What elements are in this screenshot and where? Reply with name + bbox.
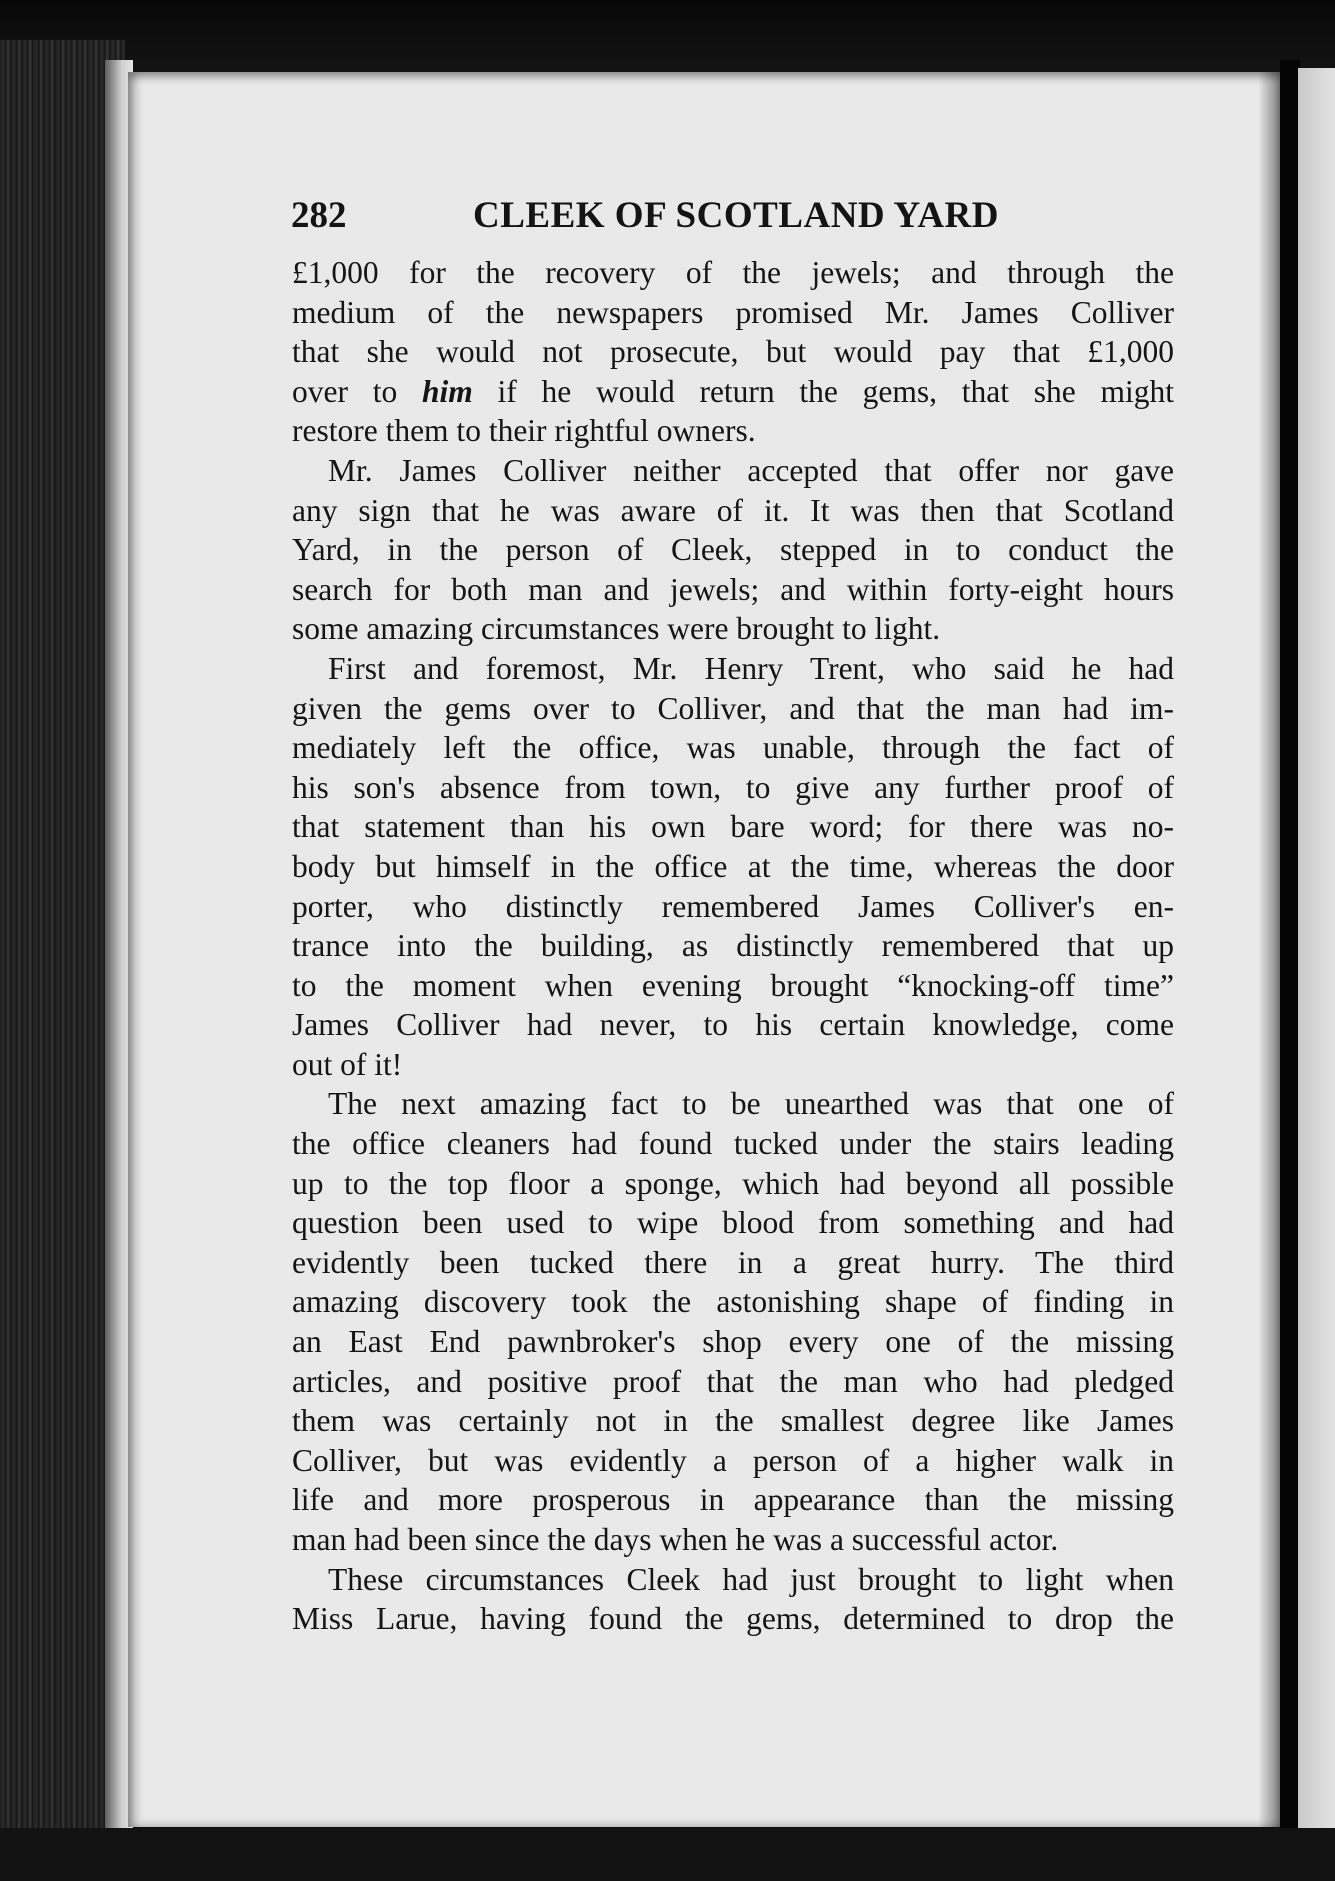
text-line: James Colliver had never, to his certain knowledge, come <box>292 1007 1174 1043</box>
text-line: These circumstances Cleek had just brought to light when <box>328 1561 1174 1597</box>
page-curl-shadow <box>1258 72 1280 1827</box>
facing-page-edge <box>1298 68 1335 1838</box>
paragraph <box>292 451 1174 649</box>
text-line: trance into the building, as distinctly remembered that up <box>292 928 1174 964</box>
text-line: them was certainly not in the smallest degree like James <box>292 1403 1174 1439</box>
text-line: that she would not prosecute, but would pay that £1,000 <box>292 334 1174 370</box>
text-line: question been used to wipe blood from something and had <box>292 1205 1174 1241</box>
scan-top-border <box>0 0 1335 80</box>
text-line: man had been since the days when he was a successful actor. <box>292 1522 1059 1557</box>
text-line: The next amazing fact to be unearthed was that one of <box>328 1086 1174 1122</box>
paragraph <box>292 1084 1174 1559</box>
text-line: some amazing circumstances were brought to light. <box>292 611 941 647</box>
text-line: First and foremost, Mr. Henry Trent, who said he had <box>328 650 1174 686</box>
text-line: search for both man and jewels; and within forty-eight hours <box>292 571 1174 607</box>
text-line: mediately left the office, was unable, through the fact of <box>292 730 1174 766</box>
paragraph <box>292 1560 1174 1639</box>
running-title: CLEEK OF SCOTLAND YARD <box>473 195 1000 236</box>
text-line: articles, and positive proof that the man who had pledged <box>292 1363 1174 1399</box>
text-line: his son's absence from town, to give any further proof of <box>292 769 1174 805</box>
text-line: any sign that he was aware of it. It was then that Scotland <box>292 492 1174 528</box>
text-line: evidently been tucked there in a great hurry. The third <box>292 1244 1174 1280</box>
text-line: out of it! <box>292 1046 403 1082</box>
emphasized-word: him <box>421 373 473 409</box>
text-line: porter, who distinctly remembered James Colliver's en- <box>292 888 1174 924</box>
text-line: Yard, in the person of Cleek, stepped in to conduct the <box>292 532 1174 568</box>
text-line: over to him if he would return the gems, that she might <box>292 373 1174 409</box>
text-line: the office cleaners had found tucked under the stairs leading <box>292 1126 1174 1162</box>
text-line: body but himself in the office at the time, whereas the door <box>292 848 1174 884</box>
text-line: up to the top floor a sponge, which had beyond all possible <box>292 1165 1174 1201</box>
scan-bottom-border <box>0 1828 1335 1881</box>
text-line: Colliver, but was evidently a person of a higher walk in <box>292 1442 1174 1478</box>
running-head <box>291 193 1171 239</box>
text-line: amazing discovery took the astonishing shape of finding in <box>292 1284 1174 1320</box>
page-number: 282 <box>291 195 347 236</box>
paragraph <box>292 649 1174 1085</box>
text-line: given the gems over to Colliver, and that the man had im- <box>292 690 1174 726</box>
text-line: life and more prosperous in appearance than the missing <box>292 1482 1174 1518</box>
text-line: restore them to their rightful owners. <box>292 413 756 449</box>
text-line: that statement than his own bare word; for there was no- <box>292 809 1174 845</box>
text-line: Mr. James Colliver neither accepted that offer nor gave <box>328 452 1174 488</box>
body-text <box>292 253 1174 1639</box>
text-line: Miss Larue, having found the gems, determined to drop the <box>292 1601 1174 1637</box>
text-line: an East End pawnbroker's shop every one of the missing <box>292 1324 1174 1360</box>
book-spine-shadow <box>1280 60 1300 1840</box>
text-line: to the moment when evening brought “knocking-off time” <box>292 967 1174 1003</box>
paragraph <box>292 253 1174 451</box>
text-line: £1,000 for the recovery of the jewels; and through the <box>292 255 1174 290</box>
text-line: medium of the newspapers promised Mr. James Colliver <box>292 294 1174 330</box>
